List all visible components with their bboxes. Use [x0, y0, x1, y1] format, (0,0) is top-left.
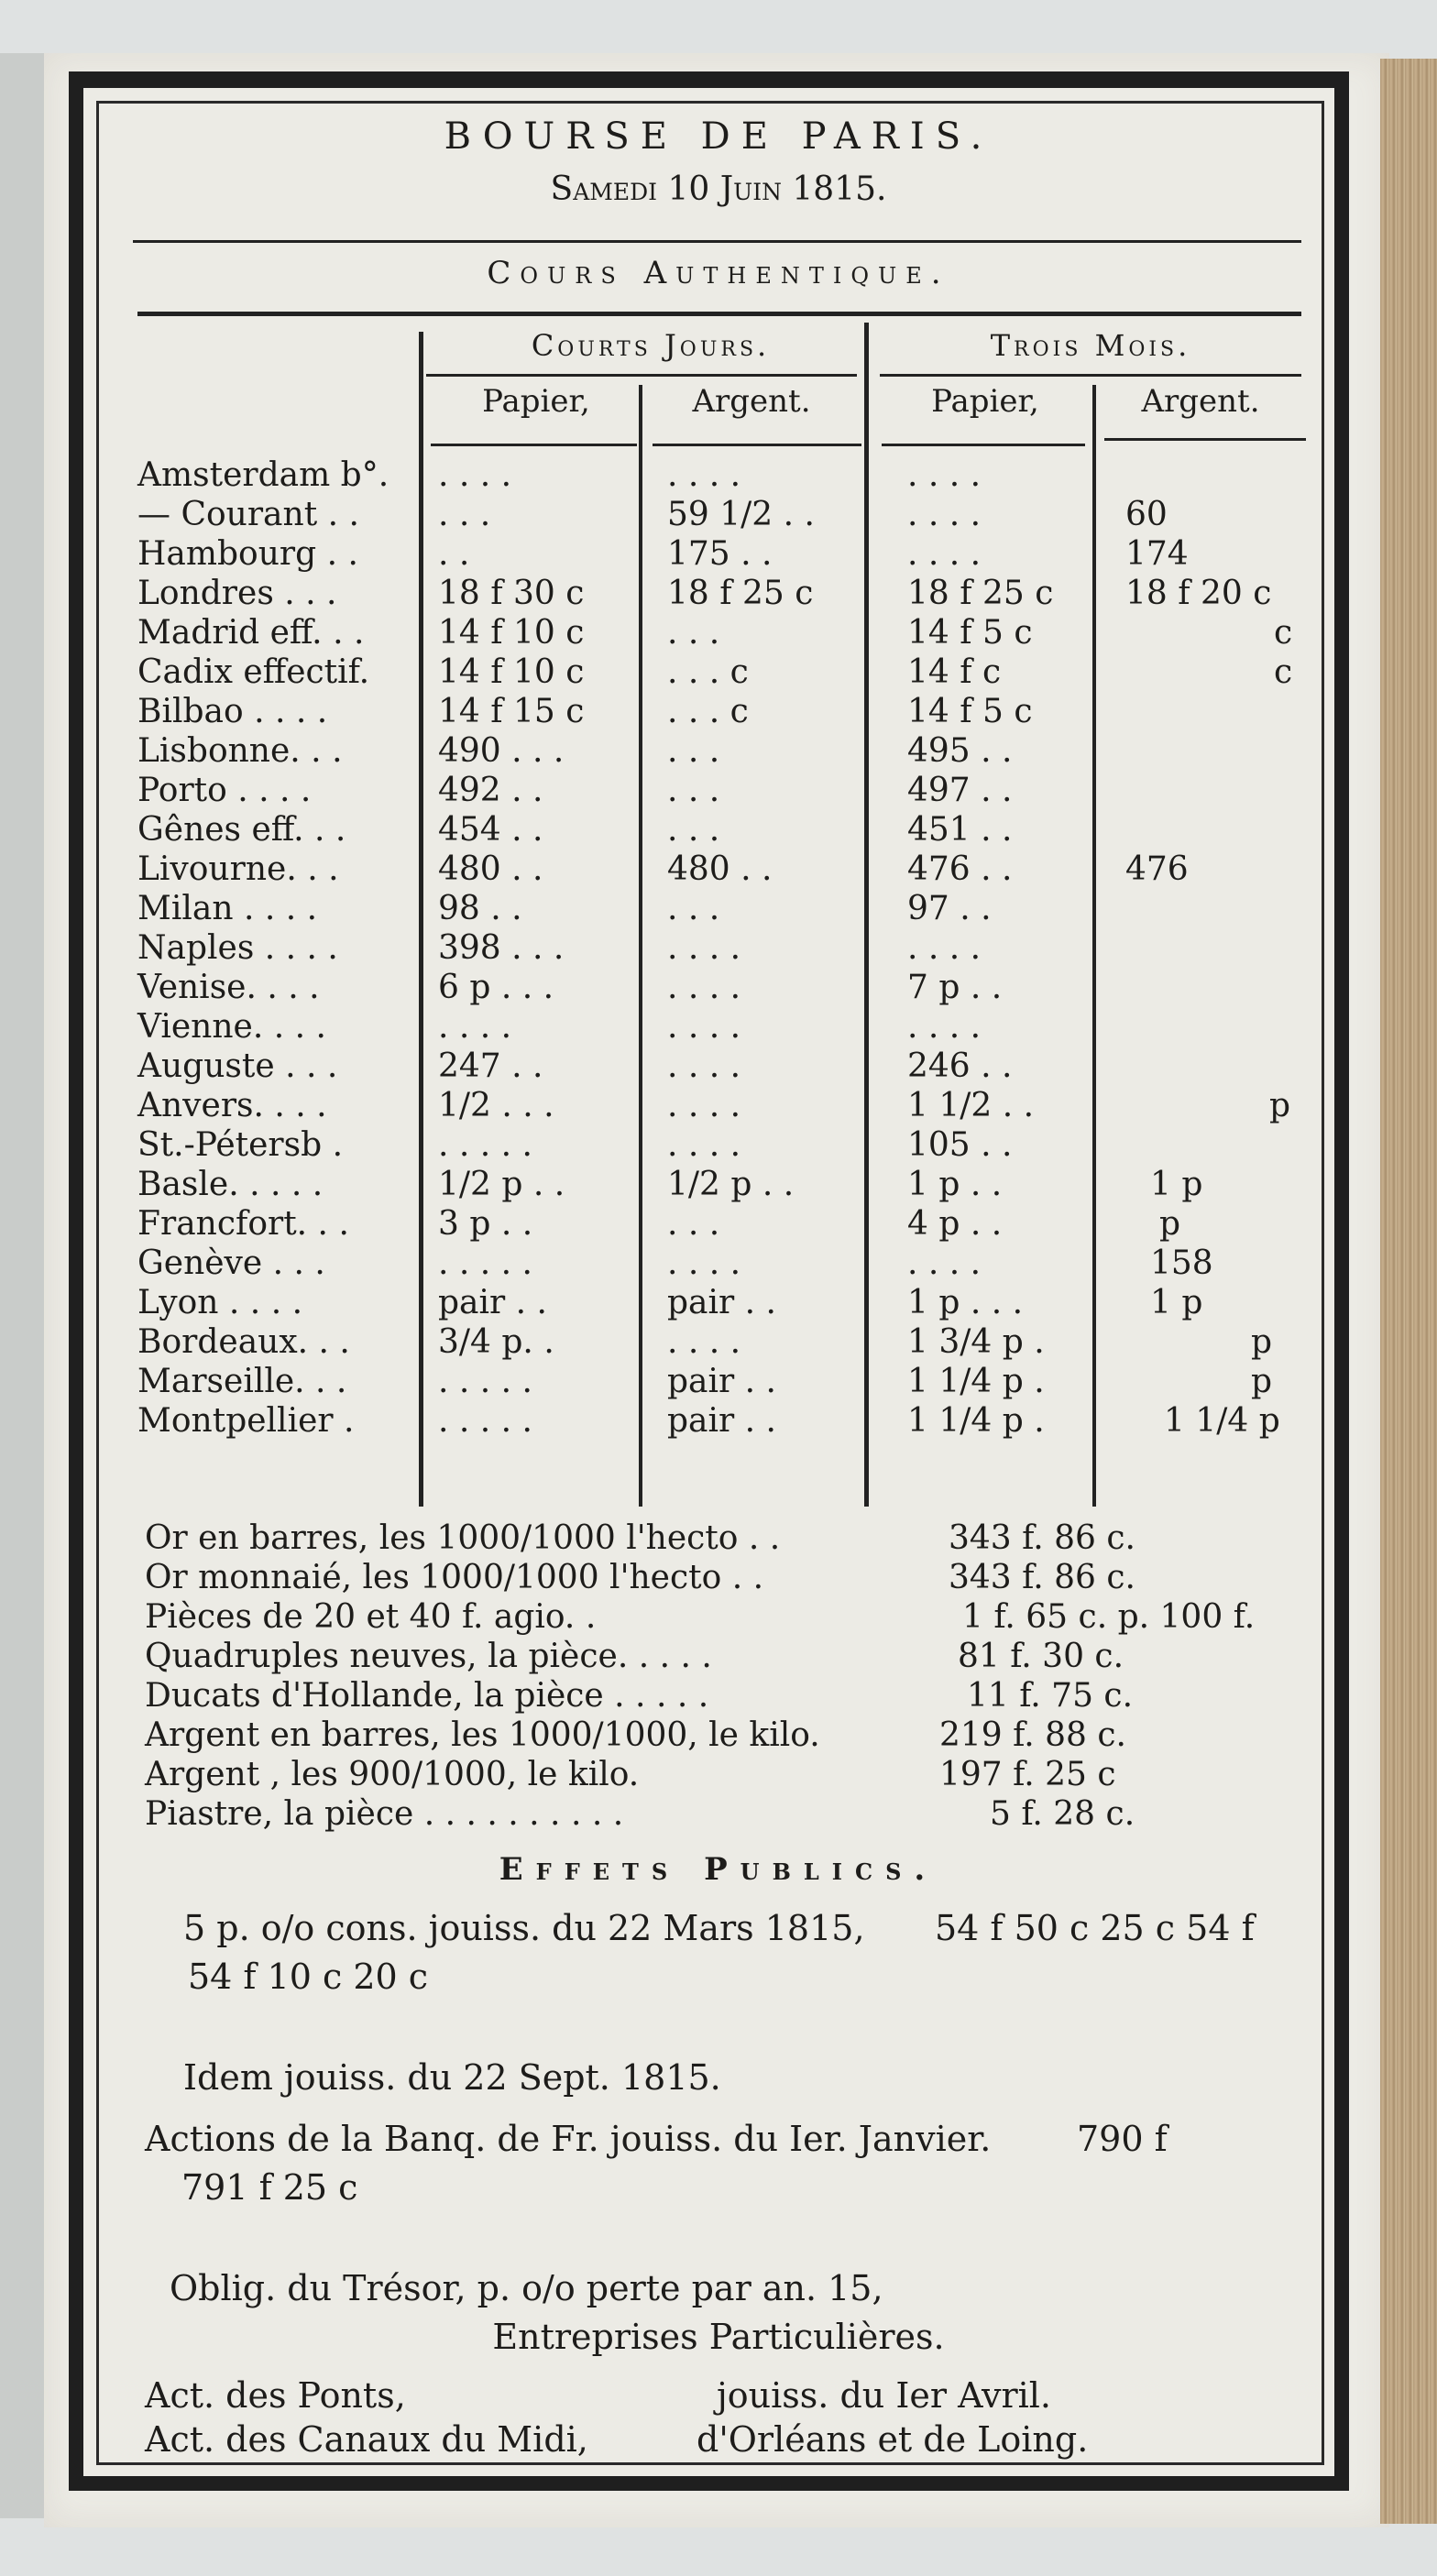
courts-argent: . . . . — [667, 1244, 741, 1282]
table-row — [0, 496, 1437, 535]
courts-papier: 490 . . . — [438, 732, 565, 770]
trois-papier: 1 1/2 . . — [907, 1087, 1035, 1124]
courts-argent: . . . . — [667, 1047, 741, 1085]
courts-argent: . . . . — [667, 1323, 741, 1361]
courts-papier: 1/2 . . . — [438, 1087, 554, 1124]
courts-papier: 98 . . — [438, 890, 522, 927]
trois-argent: c — [1274, 614, 1293, 652]
table-row — [0, 929, 1437, 969]
effets-value: 54 f 50 c 25 c 54 f — [935, 1908, 1255, 1948]
courts-argent: pair . . — [667, 1402, 777, 1440]
trois-papier: 1 1/4 p . — [907, 1402, 1045, 1440]
trois-papier: 451 . . — [907, 811, 1013, 849]
metal-label: Piastre, la pièce . . . . . . . . . . — [145, 1795, 624, 1833]
trois-papier: . . . . — [907, 496, 982, 533]
divider — [880, 374, 1301, 377]
place: Venise. . . . — [137, 969, 320, 1006]
courts-papier: 1/2 p . . — [438, 1166, 565, 1203]
courts-papier: 6 p . . . — [438, 969, 554, 1006]
trois-papier: 14 f 5 c — [907, 693, 1033, 730]
courts-argent: . . . — [667, 732, 720, 770]
trois-argent: 158 — [1150, 1244, 1213, 1282]
trois-papier: 105 . . — [907, 1126, 1013, 1164]
place: Gênes eff. . . — [137, 811, 346, 849]
metal-value: 343 f. 86 c. — [949, 1519, 1135, 1557]
courts-papier: 480 . . — [438, 850, 543, 888]
courts-argent: . . . . — [667, 1126, 741, 1164]
table-row — [0, 890, 1437, 929]
entreprises-line: Act. des Ponts, — [145, 2375, 406, 2416]
table-row — [0, 1323, 1437, 1363]
place: Porto . . . . — [137, 772, 312, 809]
courts-argent: . . . . — [667, 1008, 741, 1046]
table-row — [0, 850, 1437, 890]
col-header-argent-tm: Argent. — [1141, 383, 1260, 420]
place: Madrid eff. . . — [137, 614, 365, 652]
entreprises-line: Act. des Canaux du Midi, — [145, 2419, 588, 2460]
trois-papier: . . . . — [907, 456, 982, 494]
courts-papier: 14 f 15 c — [438, 693, 585, 730]
effets-value: 54 f 10 c 20 c — [188, 1957, 429, 1997]
table-row — [0, 1402, 1437, 1441]
page-date: Samedi 10 Juin 1815. — [550, 170, 887, 208]
trois-argent: 1 1/4 p — [1164, 1402, 1280, 1440]
courts-argent: 480 . . — [667, 850, 773, 888]
place: Anvers. . . . — [137, 1087, 327, 1124]
table-row — [0, 456, 1437, 496]
trois-papier: 1 p . . — [907, 1166, 1003, 1203]
place: Auguste . . . — [137, 1047, 338, 1085]
trois-papier: 476 . . — [907, 850, 1013, 888]
trois-argent: p — [1159, 1205, 1181, 1243]
courts-papier: 14 f 10 c — [438, 653, 585, 691]
trois-papier: 14 f 5 c — [907, 614, 1033, 652]
courts-papier: . . . . — [438, 456, 512, 494]
place: Marseille. . . — [137, 1363, 347, 1400]
courts-papier: . . . . . — [438, 1363, 532, 1400]
trois-argent: p — [1269, 1087, 1291, 1124]
courts-papier: 18 f 30 c — [438, 575, 585, 612]
table-row — [0, 1047, 1437, 1087]
effets-line: Oblig. du Trésor, p. o/o perte par an. 15, — [170, 2268, 883, 2308]
table-row — [0, 693, 1437, 732]
divider — [431, 444, 637, 446]
cours-title: Cours Authentique. — [487, 255, 950, 291]
trois-argent: p — [1251, 1323, 1273, 1361]
table-row — [0, 653, 1437, 693]
place: Milan . . . . — [137, 890, 318, 927]
courts-argent: . . . — [667, 890, 720, 927]
courts-papier: 398 . . . — [438, 929, 565, 967]
trois-argent: 476 — [1125, 850, 1189, 888]
metal-value: 219 f. 88 c. — [939, 1716, 1126, 1754]
table-row — [0, 1363, 1437, 1402]
metal-label: Ducats d'Hollande, la pièce . . . . . — [145, 1677, 709, 1715]
courts-argent: . . . — [667, 614, 720, 652]
trois-papier: 495 . . — [907, 732, 1013, 770]
place: Lyon . . . . — [137, 1284, 303, 1321]
group-trois-mois: Trois Mois. — [990, 328, 1191, 363]
place: Bilbao . . . . — [137, 693, 328, 730]
effets-line: Actions de la Banq. de Fr. jouiss. du Ier. Janvier. — [145, 2119, 992, 2159]
metal-value: 343 f. 86 c. — [949, 1559, 1135, 1596]
metal-label: Pièces de 20 et 40 f. agio. . — [145, 1598, 597, 1636]
courts-papier: 454 . . — [438, 811, 543, 849]
place: Londres . . . — [137, 575, 337, 612]
col-header-argent-cj: Argent. — [692, 383, 811, 420]
trois-papier: 14 f c — [907, 653, 1002, 691]
metal-label: Argent , les 900/1000, le kilo. — [145, 1756, 640, 1793]
table-row — [0, 1205, 1437, 1244]
place: Hambourg . . — [137, 535, 358, 573]
trois-papier: . . . . — [907, 1244, 982, 1282]
courts-papier: . . — [438, 535, 470, 573]
courts-argent: . . . — [667, 772, 720, 809]
courts-argent: . . . c — [667, 693, 749, 730]
place: Lisbonne. . . — [137, 732, 343, 770]
courts-papier: . . . . . — [438, 1126, 532, 1164]
table-row — [0, 1126, 1437, 1166]
metal-label: Or monnaié, les 1000/1000 l'hecto . . — [145, 1559, 764, 1596]
courts-argent: pair . . — [667, 1284, 777, 1321]
trois-papier: . . . . — [907, 535, 982, 573]
group-courts-jours: Courts Jours. — [531, 328, 771, 363]
place: Naples . . . . — [137, 929, 338, 967]
trois-papier: 97 . . — [907, 890, 992, 927]
entreprises-title: Entreprises Particulières. — [492, 2317, 945, 2357]
table-row — [0, 1284, 1437, 1323]
courts-argent: 1/2 p . . — [667, 1166, 795, 1203]
table-row — [0, 1166, 1437, 1205]
courts-argent: . . . . — [667, 929, 741, 967]
courts-papier: 14 f 10 c — [438, 614, 585, 652]
place: — Courant . . — [137, 496, 359, 533]
effets-value: 791 f 25 c — [181, 2167, 358, 2208]
trois-papier: 497 . . — [907, 772, 1013, 809]
courts-argent: 59 1/2 . . — [667, 496, 815, 533]
trois-papier: 1 p . . . — [907, 1284, 1024, 1321]
trois-papier: . . . . — [907, 1008, 982, 1046]
trois-papier: 246 . . — [907, 1047, 1013, 1085]
trois-argent: p — [1251, 1363, 1273, 1400]
courts-papier: 247 . . — [438, 1047, 543, 1085]
metal-label: Argent en barres, les 1000/1000, le kilo. — [145, 1716, 820, 1754]
place: Francfort. . . — [137, 1205, 349, 1243]
courts-papier: . . . . . — [438, 1244, 532, 1282]
metal-label: Or en barres, les 1000/1000 l'hecto . . — [145, 1519, 781, 1557]
table-row — [0, 535, 1437, 575]
table-row — [0, 1244, 1437, 1284]
effets-line: 5 p. o/o cons. jouiss. du 22 Mars 1815, — [183, 1908, 865, 1948]
trois-papier: 7 p . . — [907, 969, 1003, 1006]
table-row — [0, 1087, 1437, 1126]
table-row — [0, 811, 1437, 850]
place: Montpellier . — [137, 1402, 355, 1440]
place: Cadix effectif. — [137, 653, 370, 691]
metal-label: Quadruples neuves, la pièce. . . . . — [145, 1638, 712, 1675]
divider — [1104, 438, 1306, 441]
courts-papier: 3 p . . — [438, 1205, 533, 1243]
metal-value: 81 f. 30 c. — [958, 1638, 1124, 1675]
place: Genève . . . — [137, 1244, 325, 1282]
table-row — [0, 614, 1437, 653]
divider — [137, 312, 1301, 316]
courts-argent: . . . . — [667, 456, 741, 494]
courts-argent: 18 f 25 c — [667, 575, 814, 612]
table-row — [0, 1008, 1437, 1047]
courts-argent: . . . — [667, 811, 720, 849]
divider — [426, 374, 857, 377]
courts-papier: pair . . — [438, 1284, 548, 1321]
trois-argent: 1 p — [1150, 1284, 1203, 1321]
trois-argent: c — [1274, 653, 1293, 691]
effets-title: Effets Publics. — [499, 1851, 938, 1888]
place: Livourne. . . — [137, 850, 339, 888]
divider — [653, 444, 861, 446]
divider — [882, 444, 1085, 446]
table-row — [0, 969, 1437, 1008]
trois-papier: 1 3/4 p . — [907, 1323, 1045, 1361]
courts-argent: 175 . . — [667, 535, 773, 573]
entreprises-line: jouiss. du Ier Avril. — [717, 2375, 1051, 2416]
trois-argent: 60 — [1125, 496, 1168, 533]
effets-line: Idem jouiss. du 22 Sept. 1815. — [183, 2057, 721, 2098]
place: Amsterdam b°. — [137, 456, 389, 494]
trois-argent: 18 f 20 c — [1125, 575, 1272, 612]
courts-papier: . . . . . — [438, 1402, 532, 1440]
courts-papier: . . . . — [438, 1008, 512, 1046]
table-row — [0, 575, 1437, 614]
trois-papier: 4 p . . — [907, 1205, 1003, 1243]
courts-papier: 492 . . — [438, 772, 543, 809]
divider — [133, 240, 1301, 243]
trois-papier: 18 f 25 c — [907, 575, 1054, 612]
courts-papier: . . . — [438, 496, 491, 533]
page-title: BOURSE DE PARIS. — [444, 115, 993, 158]
place: St.-Pétersb . — [137, 1126, 344, 1164]
place: Basle. . . . . — [137, 1166, 324, 1203]
courts-argent: . . . c — [667, 653, 749, 691]
metal-value: 5 f. 28 c. — [990, 1795, 1135, 1833]
col-header-papier-tm: Papier, — [931, 383, 1039, 420]
place: Vienne. . . . — [137, 1008, 326, 1046]
trois-argent: 1 p — [1150, 1166, 1203, 1203]
trois-papier: . . . . — [907, 929, 982, 967]
place: Bordeaux. . . — [137, 1323, 350, 1361]
courts-papier: 3/4 p. . — [438, 1323, 554, 1361]
metal-value: 1 f. 65 c. p. 100 f. — [962, 1598, 1256, 1636]
col-header-papier-cj: Papier, — [482, 383, 590, 420]
trois-papier: 1 1/4 p . — [907, 1363, 1045, 1400]
courts-argent: . . . . — [667, 969, 741, 1006]
table-row — [0, 772, 1437, 811]
effets-value: 790 f — [1077, 2119, 1168, 2159]
metal-value: 197 f. 25 c — [939, 1756, 1116, 1793]
entreprises-line: d'Orléans et de Loing. — [697, 2419, 1089, 2460]
courts-argent: . . . . — [667, 1087, 741, 1124]
metal-value: 11 f. 75 c. — [967, 1677, 1134, 1715]
trois-argent: 174 — [1125, 535, 1189, 573]
courts-argent: . . . — [667, 1205, 720, 1243]
courts-argent: pair . . — [667, 1363, 777, 1400]
table-row — [0, 732, 1437, 772]
